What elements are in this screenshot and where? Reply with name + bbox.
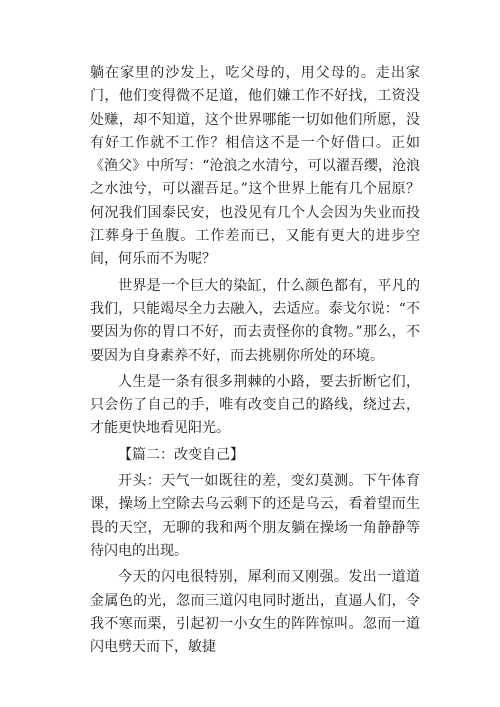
paragraph-lightning: 今天的闪电很特别，犀利而又刚强。发出一道道金属色的光，忽而三道闪电同时逝出，直逼人们，令我不寒而栗，引起初一小女生的阵阵惊叫。忽而一道闪电劈天而下，敏捷: [90, 569, 420, 656]
section-heading: 【篇二：改变自己】: [118, 446, 244, 463]
document-body: [90, 62, 420, 662]
paragraph-thorny-path: 人生是一条有很多荆棘的小路，要去折断它们，只会伤了自己的手，唯有改变自己的路线，绕过去，才能更快地看见阳光。: [90, 373, 420, 437]
paragraph-continuation: 躺在家里的沙发上，吃父母的，用父母的。走出家门，他们变得微不足道，他们嫌工作不好找，工资没处赚，却不知道，这个世界哪能一切如他们所愿，没有好工作就不工作？相信这不是一个好借口。正如《渔父》中所写：“沧浪之水清兮，可以濯吾缨，沧浪之水浊兮，可以濯吾足。”这个世界上能有几个屈原？何况我们国泰民安，也没见有几个人会因为失业而投江葬身于鱼腹。工作差而已，又能有更大的进步空间，何乐而不为呢？: [90, 65, 420, 268]
paragraph-dye-vat: 世界是一个巨大的染缸，什么颜色都有，平凡的我们，只能竭尽全力去融入，去适应。泰戈尔说：“不要因为你的胃口不好，而去责怪你的食物。”那么，不要因为自身素养不好，而去挑剔你所处的环境。: [90, 277, 420, 364]
paragraph-opening: 开头：天气一如既往的差，变幻莫测。下午体育课，操场上空除去乌云剩下的还是乌云，看着望而生畏的天空，无聊的我和两个朋友躺在操场一角静静等待闪电的出现。: [90, 473, 420, 559]
